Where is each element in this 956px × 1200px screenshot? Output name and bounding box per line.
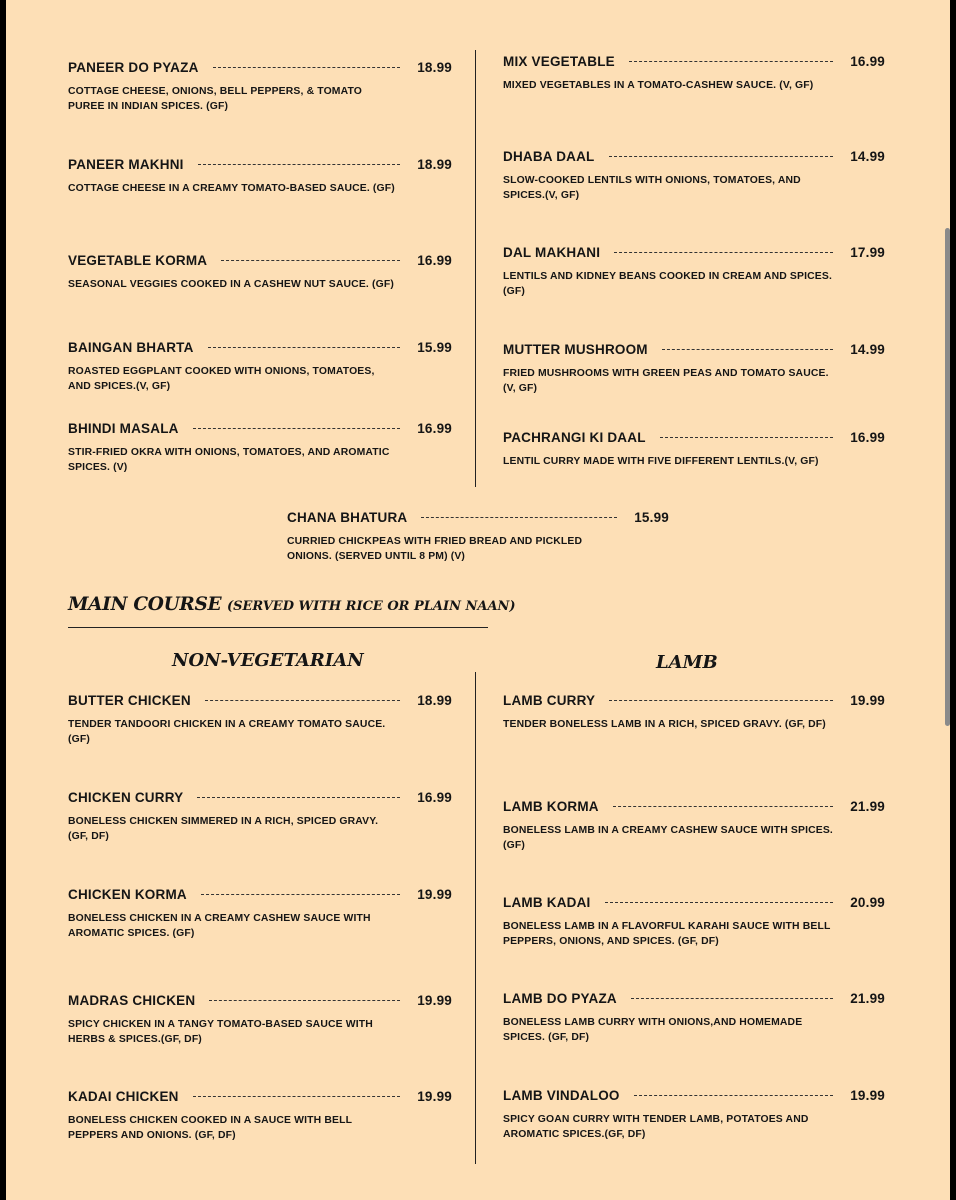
leader-dots — [208, 347, 400, 348]
item-name: LAMB CURRY — [503, 693, 596, 708]
item-name: LAMB VINDALOO — [503, 1088, 620, 1103]
menu-item — [68, 993, 452, 1047]
item-name: BUTTER CHICKEN — [68, 693, 191, 708]
item-price: 19.99 — [417, 887, 452, 902]
item-price: 14.99 — [850, 149, 885, 164]
menu-item — [68, 693, 452, 747]
item-description: STIR-FRIED OKRA WITH ONIONS, TOMATOES, AND AROMATIC SPICES. (V) — [68, 447, 390, 473]
item-price: 15.99 — [417, 340, 452, 355]
item-name: MIX VEGETABLE — [503, 54, 615, 69]
menu-item — [503, 342, 885, 396]
section-title — [68, 594, 516, 615]
menu-item — [68, 1089, 452, 1143]
menu-item — [503, 991, 885, 1045]
menu-item — [503, 799, 885, 853]
non-veg-heading: NON-VEGETARIAN — [172, 650, 364, 671]
menu-item — [68, 790, 452, 844]
item-description: ROASTED EGGPLANT COOKED WITH ONIONS, TOMATOES, AND SPICES.(V, GF) — [68, 366, 375, 392]
menu-item — [503, 149, 885, 203]
item-name: PANEER DO PYAZA — [68, 60, 199, 75]
menu-item — [68, 157, 452, 196]
item-name: CHICKEN CURRY — [68, 790, 184, 805]
leader-dots — [609, 700, 833, 701]
leader-dots — [609, 156, 834, 157]
leader-dots — [634, 1095, 833, 1096]
item-description: SPICY GOAN CURRY WITH TENDER LAMB, POTATOES AND AROMATIC SPICES.(GF, DF) — [503, 1114, 809, 1140]
item-price: 21.99 — [850, 991, 885, 1006]
item-name: DHABA DAAL — [503, 149, 595, 164]
menu-item — [68, 421, 452, 475]
item-name: LAMB DO PYAZA — [503, 991, 617, 1006]
leader-dots — [201, 894, 400, 895]
scrollbar-thumb[interactable] — [945, 228, 950, 726]
item-name: KADAI CHICKEN — [68, 1089, 179, 1104]
leader-dots — [605, 902, 834, 903]
item-price: 19.99 — [850, 1088, 885, 1103]
item-price: 20.99 — [850, 895, 885, 910]
item-description: FRIED MUSHROOMS WITH GREEN PEAS AND TOMATO SAUCE.(V, GF) — [503, 368, 829, 394]
item-price: 18.99 — [417, 693, 452, 708]
menu-item — [503, 1088, 885, 1142]
item-name: BAINGAN BHARTA — [68, 340, 194, 355]
item-price: 16.99 — [417, 790, 452, 805]
item-name: PACHRANGI KI DAAL — [503, 430, 646, 445]
item-description: BONELESS CHICKEN IN A CREAMY CASHEW SAUCE WITH AROMATIC SPICES. (GF) — [68, 913, 371, 939]
menu-item — [68, 253, 452, 292]
lamb-heading: LAMB — [656, 652, 718, 673]
item-price: 17.99 — [850, 245, 885, 260]
leader-dots — [193, 1096, 400, 1097]
item-price: 21.99 — [850, 799, 885, 814]
item-name: LAMB KORMA — [503, 799, 599, 814]
section-title-sub: (SERVED WITH RICE OR PLAIN NAAN) — [226, 599, 516, 614]
leader-dots — [209, 1000, 400, 1001]
leader-dots — [198, 164, 400, 165]
item-price: 16.99 — [417, 253, 452, 268]
item-name: VEGETABLE KORMA — [68, 253, 208, 268]
leader-dots — [421, 517, 617, 518]
item-price: 19.99 — [850, 693, 885, 708]
item-description: CURRIED CHICKPEAS WITH FRIED BREAD AND PICKLED ONIONS. (SERVED UNTIL 8 PM) (V) — [287, 536, 583, 562]
menu-item — [68, 340, 452, 394]
item-description: BONELESS CHICKEN SIMMERED IN A RICH, SPICED GRAVY. (GF, DF) — [68, 816, 379, 842]
item-name: LAMB KADAI — [503, 895, 591, 910]
item-description: SPICY CHICKEN IN A TANGY TOMATO-BASED SAUCE WITH HERBS & SPICES.(GF, DF) — [68, 1019, 373, 1045]
menu-item — [287, 510, 669, 564]
item-description: LENTIL CURRY MADE WITH FIVE DIFFERENT LENTILS.(V, GF) — [503, 456, 819, 467]
item-description: SEASONAL VEGGIES COOKED IN A CASHEW NUT SAUCE. (GF) — [68, 279, 394, 290]
item-name: DAL MAKHANI — [503, 245, 601, 260]
item-price: 19.99 — [417, 993, 452, 1008]
item-description: LENTILS AND KIDNEY BEANS COOKED IN CREAM AND SPICES.(GF) — [503, 271, 832, 297]
menu-item — [503, 895, 885, 949]
column-divider — [475, 50, 476, 487]
menu-item — [68, 887, 452, 941]
item-name: MADRAS CHICKEN — [68, 993, 196, 1008]
section-title-main: MAIN COURSE — [68, 594, 222, 615]
item-price: 16.99 — [850, 430, 885, 445]
item-description: BONELESS LAMB IN A CREAMY CASHEW SAUCE WITH SPICES. (GF) — [503, 825, 833, 851]
item-price: 18.99 — [417, 157, 452, 172]
item-price: 15.99 — [634, 510, 669, 525]
item-description: SLOW-COOKED LENTILS WITH ONIONS, TOMATOES, AND SPICES.(V, GF) — [503, 175, 801, 201]
item-price: 16.99 — [850, 54, 885, 69]
leader-dots — [614, 252, 833, 253]
item-name: CHICKEN KORMA — [68, 887, 187, 902]
item-description: BONELESS LAMB CURRY WITH ONIONS,AND HOMEMADE SPICES. (GF, DF) — [503, 1017, 803, 1043]
menu-item — [503, 693, 885, 732]
item-price: 16.99 — [417, 421, 452, 436]
item-description: COTTAGE CHEESE IN A CREAMY TOMATO-BASED SAUCE. (GF) — [68, 183, 395, 194]
item-price: 18.99 — [417, 60, 452, 75]
leader-dots — [631, 998, 833, 999]
leader-dots — [662, 349, 833, 350]
leader-dots — [197, 797, 400, 798]
leader-dots — [193, 428, 400, 429]
leader-dots — [660, 437, 833, 438]
menu-page — [6, 0, 950, 1200]
menu-item — [503, 54, 885, 93]
column-divider — [475, 672, 476, 1164]
item-name: MUTTER MUSHROOM — [503, 342, 648, 357]
item-price: 14.99 — [850, 342, 885, 357]
leader-dots — [629, 61, 833, 62]
item-name: PANEER MAKHNI — [68, 157, 184, 172]
menu-item — [503, 245, 885, 299]
item-description: TENDER TANDOORI CHICKEN IN A CREAMY TOMATO SAUCE. (GF) — [68, 719, 386, 745]
item-description: MIXED VEGETABLES IN A TOMATO-CASHEW SAUCE. (V, GF) — [503, 80, 814, 91]
item-price: 19.99 — [417, 1089, 452, 1104]
leader-dots — [613, 806, 833, 807]
item-description: TENDER BONELESS LAMB IN A RICH, SPICED GRAVY. (GF, DF) — [503, 719, 826, 730]
leader-dots — [205, 700, 400, 701]
leader-dots — [213, 67, 400, 68]
item-description: COTTAGE CHEESE, ONIONS, BELL PEPPERS, & TOMATO PUREE IN INDIAN SPICES. (GF) — [68, 86, 363, 112]
menu-item — [503, 430, 885, 469]
item-name: CHANA BHATURA — [287, 510, 408, 525]
leader-dots — [221, 260, 400, 261]
item-description: BONELESS LAMB IN A FLAVORFUL KARAHI SAUCE WITH BELL PEPPERS, ONIONS, AND SPICES. (GF, DF) — [503, 921, 831, 947]
section-underline — [68, 627, 488, 628]
item-description: BONELESS CHICKEN COOKED IN A SAUCE WITH BELL PEPPERS AND ONIONS. (GF, DF) — [68, 1115, 352, 1141]
menu-item — [68, 60, 452, 114]
item-name: BHINDI MASALA — [68, 421, 179, 436]
